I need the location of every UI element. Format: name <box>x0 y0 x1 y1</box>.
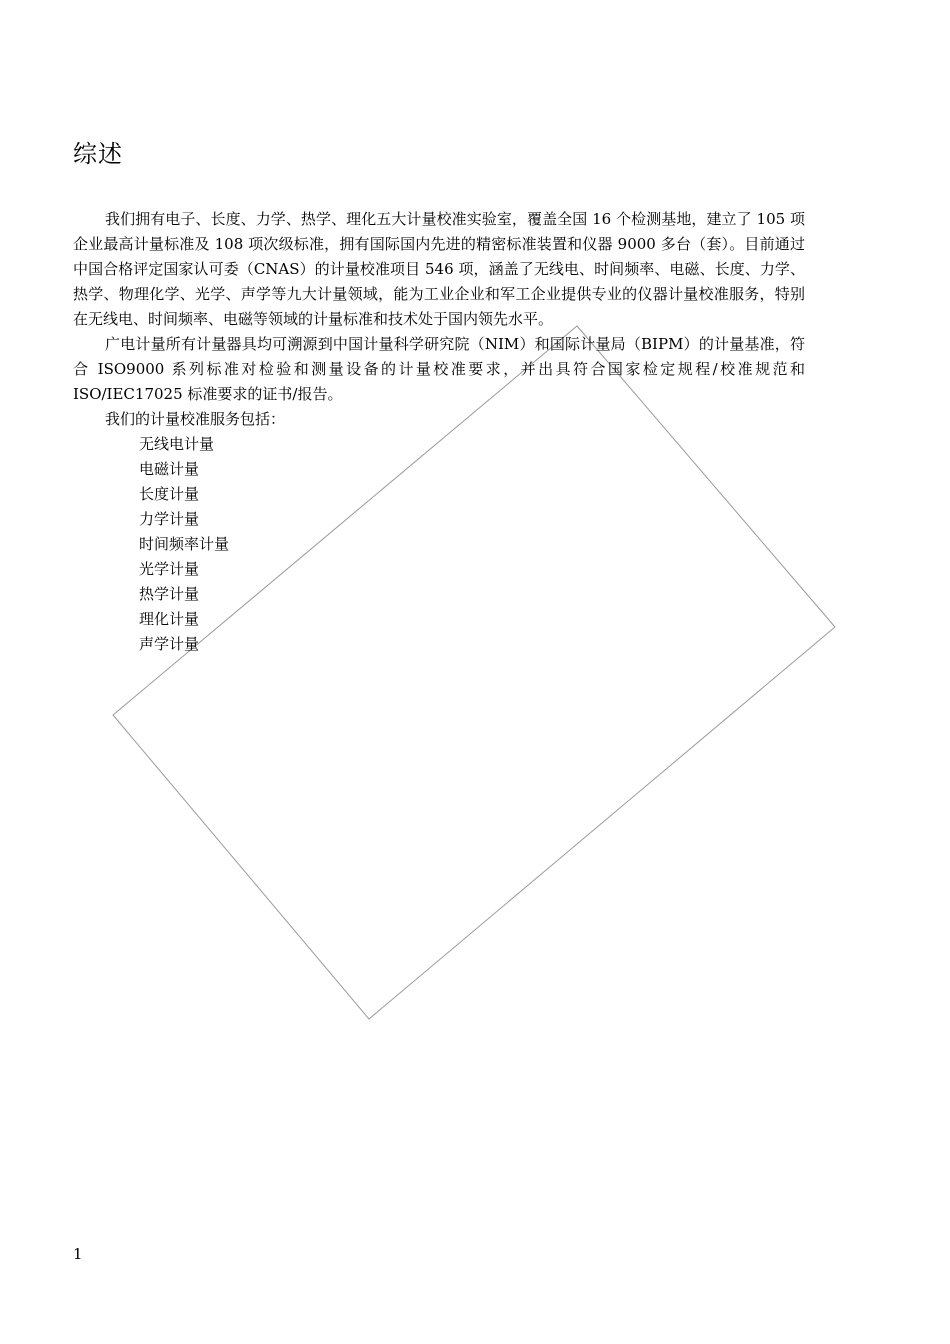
section-heading: 综述 <box>73 140 123 168</box>
page-number: 1 <box>73 1245 83 1263</box>
paragraph-labs-overview: 我们拥有电子、长度、力学、热学、理化五大计量校准实验室，覆盖全国 16 个检测基地，建立了 105 项企业最高计量标准及 108 项次级标准，拥有国际国内先进的精密标准装置和仪器 9000 多台（套）。目前通过中国合格评定国家认可委（CNAS）的计量校准项目 546 项，涵盖了无线电、时间频率、电磁、长度、力学、热学、物理化学、光学、声学等九大计量领域，能为工业企业和军工企业提供专业的仪器计量校准服务，特别在无线电、时间频率、电磁等领域的计量标准和技术处于国内领先水平。 <box>73 210 805 328</box>
list-item: 无线电计量 <box>139 435 215 453</box>
list-item: 热学计量 <box>139 585 200 603</box>
list-item: 声学计量 <box>139 635 200 653</box>
list-item: 电磁计量 <box>139 460 200 478</box>
list-item: 理化计量 <box>139 610 200 628</box>
list-item: 光学计量 <box>139 560 200 578</box>
list-item: 力学计量 <box>139 510 200 528</box>
list-item: 长度计量 <box>139 485 200 503</box>
paragraph-services-intro: 我们的计量校准服务包括： <box>105 410 286 428</box>
service-list <box>73 432 805 657</box>
list-item: 时间频率计量 <box>139 535 230 553</box>
paragraph-traceability: 广电计量所有计量器具均可溯源到中国计量科学研究院（NIM）和国际计量局（BIPM）的计量基准，符合 ISO9000 系列标准对检验和测量设备的计量校准要求，并出具符合国家检定规程/校准规范和 ISO/IEC17025 标准要求的证书/报告。 <box>73 335 805 403</box>
body-text <box>73 207 805 657</box>
